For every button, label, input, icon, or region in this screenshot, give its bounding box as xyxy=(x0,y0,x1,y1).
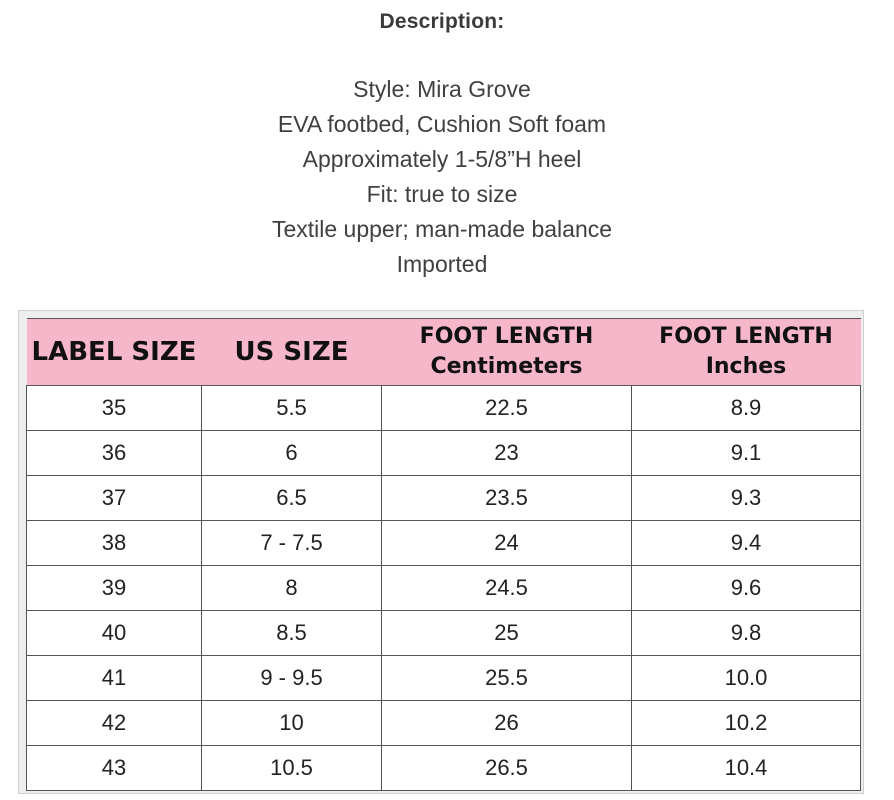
foot-length-in-cell: 8.9 xyxy=(632,386,861,431)
label-size-cell: 43 xyxy=(27,746,202,791)
header-label-size xyxy=(27,319,202,386)
description-fit: Fit: true to size xyxy=(366,181,518,207)
table-row xyxy=(27,611,861,656)
foot-length-in-cell: 10.0 xyxy=(632,656,861,701)
label-size-cell: 39 xyxy=(27,566,202,611)
size-chart-table xyxy=(26,318,861,791)
header-foot-length-cm-line1: FOOT LENGTH xyxy=(419,324,594,349)
foot-length-in-cell: 9.8 xyxy=(632,611,861,656)
description-heel: Approximately 1-5/8”H heel xyxy=(302,146,582,172)
us-size-cell: 6 xyxy=(202,431,382,476)
description-origin: Imported xyxy=(396,251,488,277)
label-size-cell: 40 xyxy=(27,611,202,656)
foot-length-in-cell: 9.6 xyxy=(632,566,861,611)
foot-length-in-cell: 10.2 xyxy=(632,701,861,746)
description-footbed: EVA footbed, Cushion Soft foam xyxy=(277,111,607,137)
foot-length-cm-cell: 26.5 xyxy=(382,746,632,791)
us-size-cell: 10 xyxy=(202,701,382,746)
us-size-cell: 6.5 xyxy=(202,476,382,521)
description-list xyxy=(0,72,884,282)
table-header-row xyxy=(27,319,861,386)
header-foot-length-in-line1: FOOT LENGTH xyxy=(659,324,833,349)
label-size-cell: 36 xyxy=(27,431,202,476)
us-size-cell: 7 - 7.5 xyxy=(202,521,382,566)
foot-length-cm-cell: 26 xyxy=(382,701,632,746)
foot-length-cm-cell: 24 xyxy=(382,521,632,566)
foot-length-in-cell: 9.3 xyxy=(632,476,861,521)
label-size-cell: 41 xyxy=(27,656,202,701)
foot-length-in-cell: 10.4 xyxy=(632,746,861,791)
foot-length-in-cell: 9.4 xyxy=(632,521,861,566)
table-row xyxy=(27,431,861,476)
header-foot-length-in-line2: Inches xyxy=(705,354,787,379)
foot-length-cm-cell: 24.5 xyxy=(382,566,632,611)
us-size-cell: 8.5 xyxy=(202,611,382,656)
table-row xyxy=(27,701,861,746)
label-size-cell: 37 xyxy=(27,476,202,521)
label-size-cell: 35 xyxy=(27,386,202,431)
foot-length-cm-cell: 25 xyxy=(382,611,632,656)
header-label-size-text: LABEL SIZE xyxy=(31,337,197,367)
header-us-size xyxy=(202,319,382,386)
table-row xyxy=(27,476,861,521)
us-size-cell: 10.5 xyxy=(202,746,382,791)
table-row xyxy=(27,656,861,701)
size-table-body xyxy=(27,386,861,791)
table-row xyxy=(27,386,861,431)
header-foot-length-cm-line2: Centimeters xyxy=(430,354,583,379)
foot-length-in-cell: 9.1 xyxy=(632,431,861,476)
table-row xyxy=(27,521,861,566)
label-size-cell: 42 xyxy=(27,701,202,746)
description-upper: Textile upper; man-made balance xyxy=(271,216,613,242)
description-heading: Description: xyxy=(379,10,505,33)
foot-length-cm-cell: 25.5 xyxy=(382,656,632,701)
foot-length-cm-cell: 23.5 xyxy=(382,476,632,521)
header-foot-length-cm xyxy=(382,319,632,386)
table-row xyxy=(27,566,861,611)
us-size-cell: 8 xyxy=(202,566,382,611)
us-size-cell: 9 - 9.5 xyxy=(202,656,382,701)
header-foot-length-in xyxy=(632,319,861,386)
header-us-size-text: US SIZE xyxy=(234,337,349,367)
foot-length-cm-cell: 22.5 xyxy=(382,386,632,431)
us-size-cell: 5.5 xyxy=(202,386,382,431)
foot-length-cm-cell: 23 xyxy=(382,431,632,476)
label-size-cell: 38 xyxy=(27,521,202,566)
description-style: Style: Mira Grove xyxy=(353,76,531,102)
table-row xyxy=(27,746,861,791)
